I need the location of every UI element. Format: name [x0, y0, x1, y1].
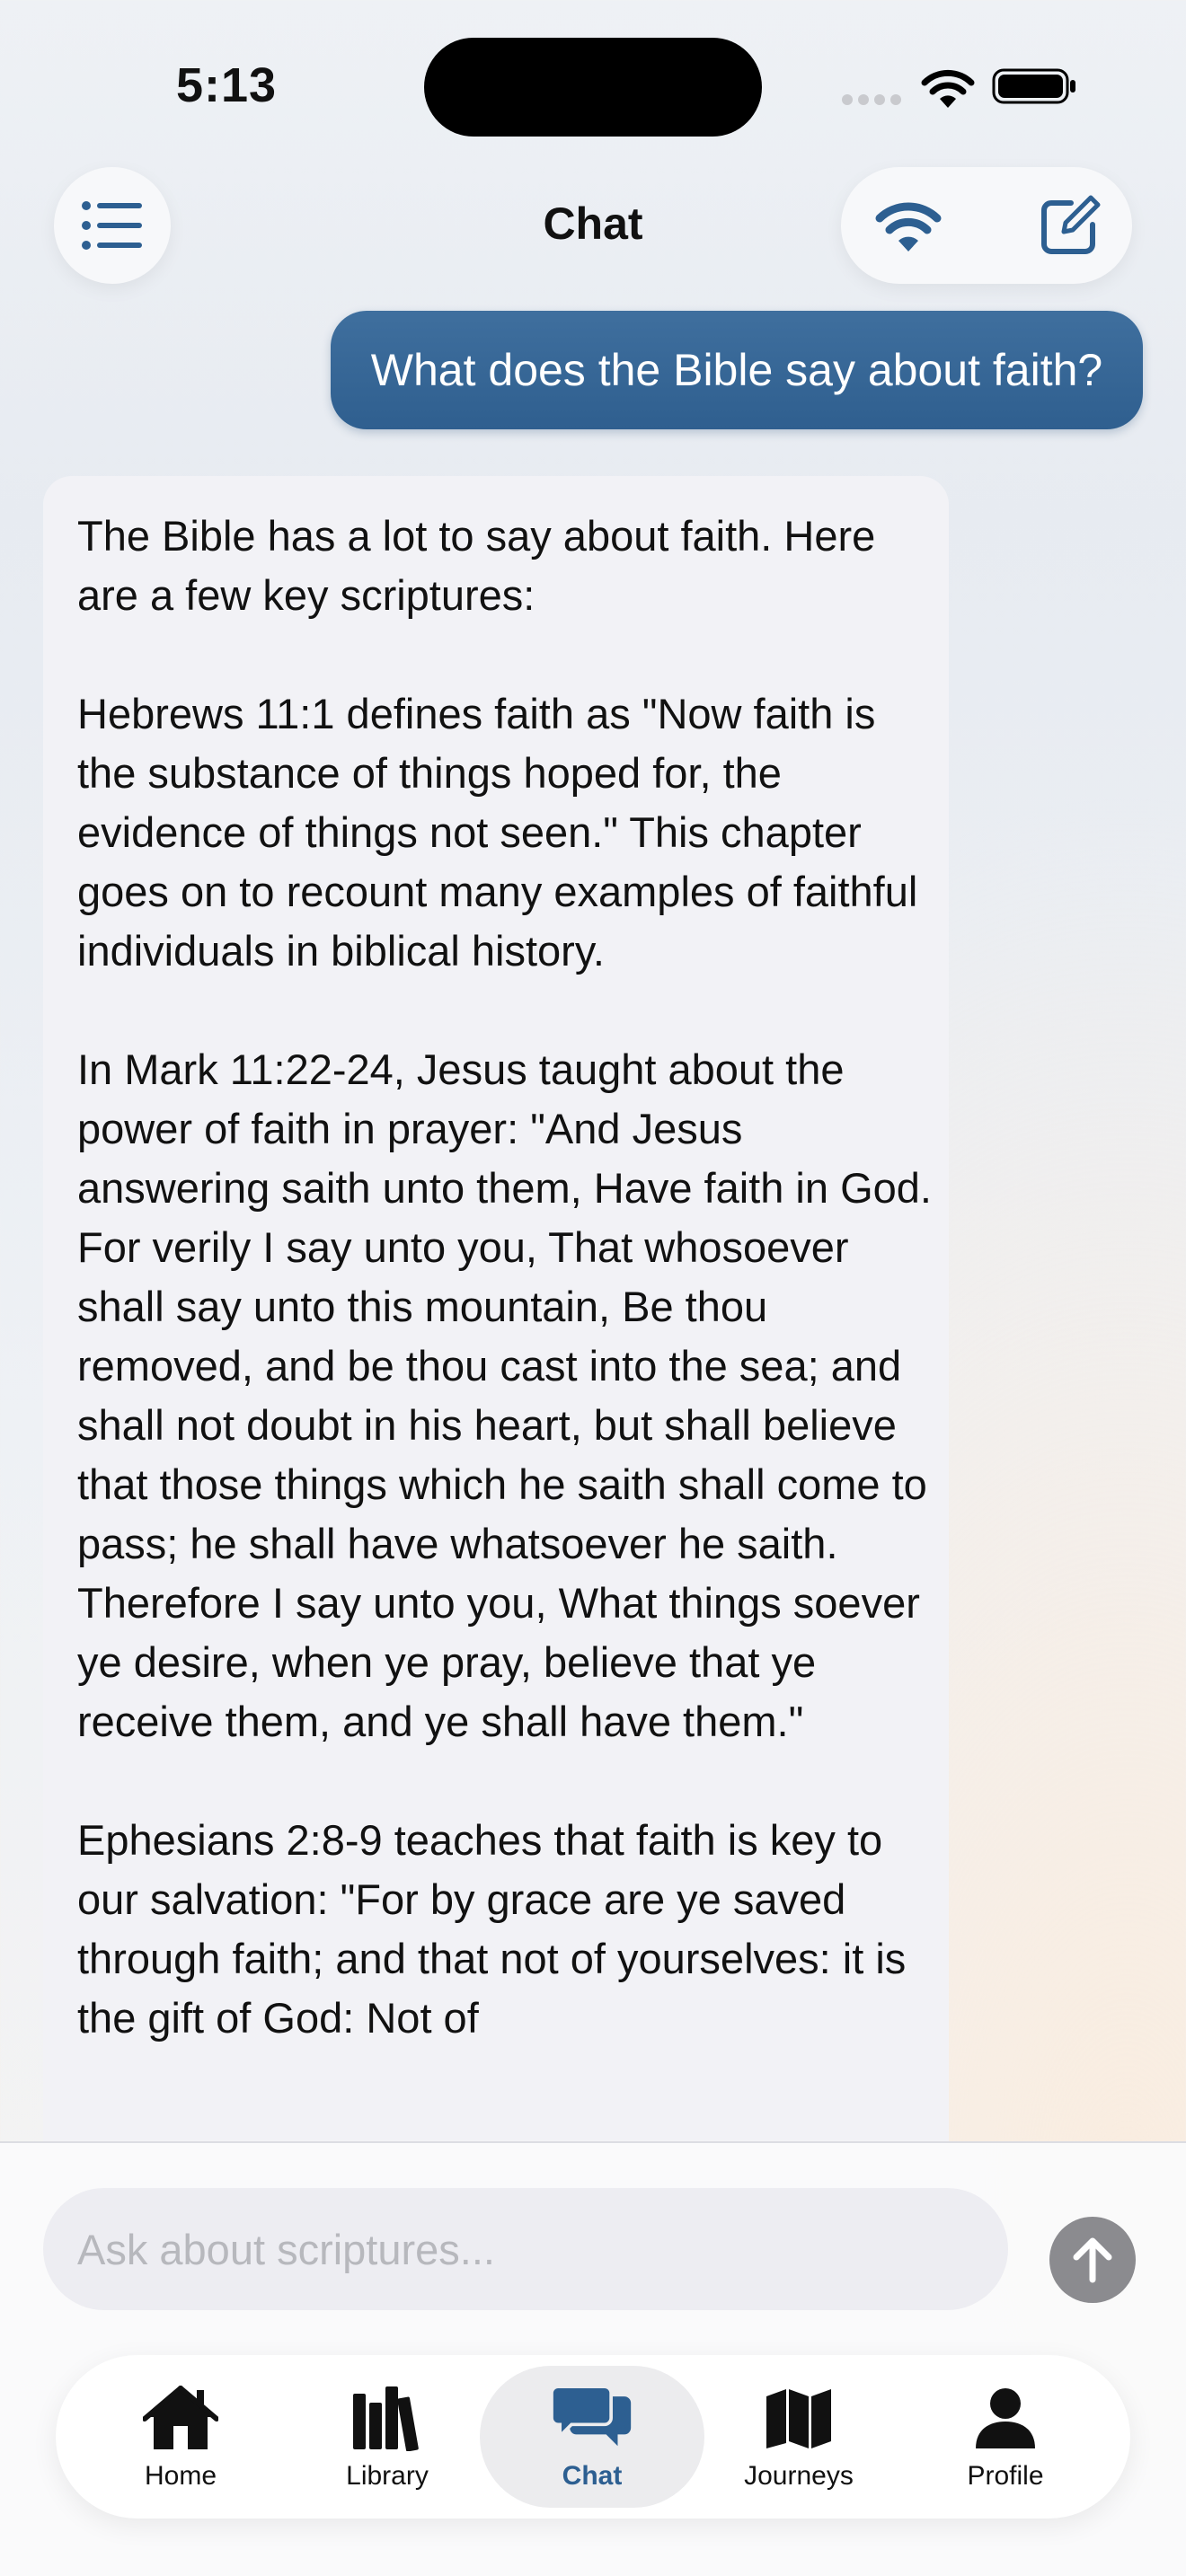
assistant-paragraph: Ephesians 2:8-9 teaches that faith is key to our salvation: "For by grace are ye saved through faith; and that not of yourselves: it is the gift of God: Not of [77, 1816, 907, 2042]
bottom-area [0, 2141, 1186, 2576]
compose-button[interactable] [1030, 187, 1111, 264]
assistant-paragraph: In Mark 11:22-24, Jesus taught about the power of faith in prayer: "And Jesus answering saith unto them, Have faith in God. For verily I say unto you, That whosoever shall say unto this mountain, Be thou removed, and be thou cast into the sea; and shall not doubt in his heart, but shall believe that those things which he saith shall come to pass; he shall have whatsoever he saith. Therefore I say unto you, What things soever ye desire, when ye pray, believe that ye receive them, and ye shall have them." [77, 1045, 932, 1745]
books-icon [350, 2385, 425, 2451]
assistant-message-bubble [43, 476, 949, 2141]
tab-label: Chat [562, 2461, 623, 2491]
wifi-icon [874, 198, 943, 253]
connection-button[interactable] [868, 187, 949, 264]
assistant-paragraph: The Bible has a lot to say about faith. Here are a few key scriptures: [77, 512, 876, 619]
tab-label: Profile [967, 2461, 1044, 2491]
assistant-message-text [77, 507, 940, 2107]
tab-library[interactable] [275, 2366, 500, 2508]
tab-bar [56, 2355, 1130, 2519]
send-button[interactable] [1049, 2217, 1136, 2303]
arrow-up-icon [1071, 2236, 1114, 2283]
assistant-paragraph: Hebrews 11:1 defines faith as "Now faith is the substance of things hoped for, the evidence of things not seen." This chapter goes on to recount many examples of faithful individuals in biblical history. [77, 690, 918, 975]
wifi-status-icon [920, 66, 976, 110]
ask-input[interactable] [43, 2188, 1008, 2310]
status-bar [0, 0, 1186, 171]
header [0, 162, 1186, 296]
header-actions [841, 167, 1132, 284]
tab-home[interactable] [68, 2366, 293, 2508]
tab-label: Home [144, 2461, 217, 2491]
page-title: Chat [543, 198, 643, 249]
user-message-text: What does the Bible say about faith? [370, 345, 1103, 395]
chat-scroll-area[interactable] [0, 449, 1186, 2141]
dynamic-island [424, 38, 762, 137]
tab-journeys[interactable] [686, 2366, 911, 2508]
battery-icon [992, 66, 1078, 106]
compose-icon [1039, 194, 1102, 257]
home-icon [143, 2385, 218, 2451]
cellular-signal-icon [841, 93, 902, 106]
tab-label: Library [346, 2461, 429, 2491]
chat-bubbles-icon [552, 2382, 633, 2454]
tab-profile[interactable] [893, 2366, 1118, 2508]
person-icon [974, 2386, 1037, 2450]
tab-chat[interactable] [480, 2366, 704, 2508]
status-time: 5:13 [176, 58, 278, 112]
tab-label: Journeys [744, 2461, 854, 2491]
map-icon [763, 2386, 835, 2450]
user-message-bubble [331, 311, 1143, 429]
